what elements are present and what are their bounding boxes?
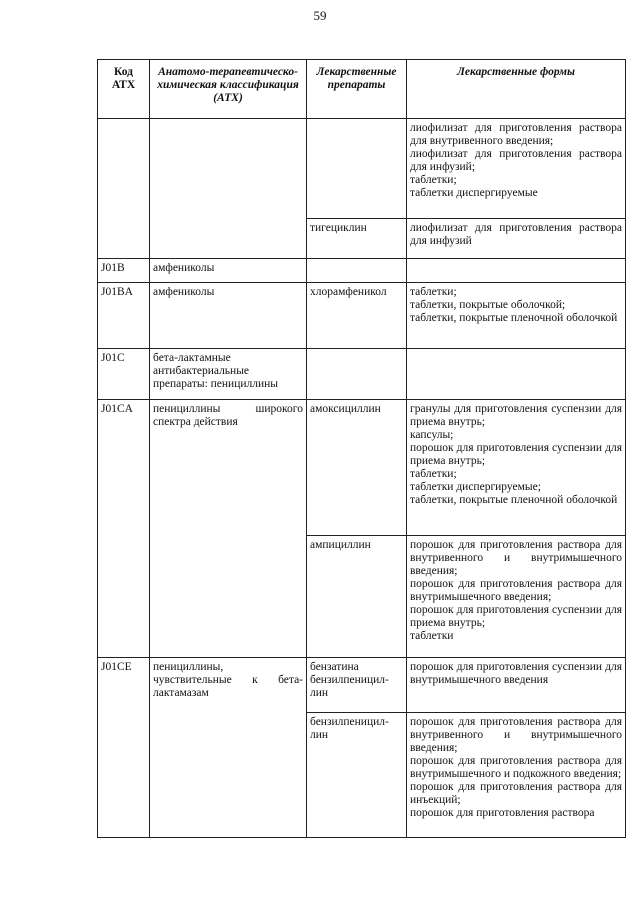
forms-cell xyxy=(407,283,626,349)
form-item: порошок для приготовления раствора для инъекций; xyxy=(410,781,622,806)
table-row xyxy=(98,119,626,219)
classification-cell: пенициллины, чувствительные к бета-лактамазам xyxy=(150,658,307,838)
forms-cell xyxy=(407,536,626,658)
classification-cell: амфениколы xyxy=(150,283,307,349)
form-item: порошок для приготовления суспензии для внутримышечного введения xyxy=(410,661,622,686)
form-item: порошок для приготовления раствора для внутривенного и внутримышечного введения; xyxy=(410,716,622,754)
form-item: порошок для приготовления суспензии для приема внутрь; xyxy=(410,442,622,467)
form-item: порошок для приготовления суспензии для приема внутрь; xyxy=(410,604,622,629)
code-cell: J01C xyxy=(98,349,150,400)
form-item: таблетки, покрытые пленочной оболочкой xyxy=(410,494,618,506)
form-item: капсулы; xyxy=(410,429,454,441)
form-item: порошок для приготовления раствора для внутримышечного введения; xyxy=(410,578,622,603)
code-cell: J01BA xyxy=(98,283,150,349)
drug-cell: ампициллин xyxy=(307,536,407,658)
forms-cell xyxy=(407,119,626,219)
drug-table xyxy=(97,59,626,838)
form-item: порошок для приготовления раствора xyxy=(410,807,595,819)
form-item: таблетки диспергируемые; xyxy=(410,481,541,493)
form-item: таблетки; xyxy=(410,286,457,298)
drug-cell xyxy=(307,349,407,400)
code-cell: J01B xyxy=(98,259,150,283)
code-cell xyxy=(98,119,150,259)
drug-cell: бензатина бензилпеницил-лин xyxy=(307,658,407,713)
drug-cell: амоксициллин xyxy=(307,400,407,536)
drug-cell: хлорамфеникол xyxy=(307,283,407,349)
table-row xyxy=(98,400,626,536)
header-forms: Лекарственные формы xyxy=(407,60,626,119)
forms-cell xyxy=(407,400,626,536)
drug-cell: бензилпеницил-лин xyxy=(307,713,407,838)
form-item: таблетки, покрытые пленочной оболочкой xyxy=(410,312,618,324)
code-cell: J01CA xyxy=(98,400,150,658)
form-item: лиофилизат для приготовления раствора для инфузий; xyxy=(410,148,622,173)
form-item: таблетки; xyxy=(410,174,457,186)
header-drugs: Лекарственные препараты xyxy=(307,60,407,119)
form-item: гранулы для приготовления суспензии для приема внутрь; xyxy=(410,403,622,428)
form-item: порошок для приготовления раствора для внутривенного и внутримышечного введения; xyxy=(410,539,622,577)
form-item: таблетки, покрытые оболочкой; xyxy=(410,299,566,311)
table-row xyxy=(98,658,626,713)
table-row xyxy=(98,283,626,349)
form-item: порошок для приготовления раствора для внутримышечного и подкожного введения; xyxy=(410,755,622,780)
drug-cell xyxy=(307,259,407,283)
classification-cell: амфениколы xyxy=(150,259,307,283)
form-item: таблетки; xyxy=(410,468,457,480)
drug-cell xyxy=(307,119,407,219)
classification-cell: бета-лактамные антибактериальные препараты: пенициллины xyxy=(150,349,307,400)
code-cell: J01CE xyxy=(98,658,150,838)
forms-cell xyxy=(407,219,626,259)
form-item: лиофилизат для приготовления раствора для внутривенного введения; xyxy=(410,122,622,147)
forms-cell xyxy=(407,658,626,713)
classification-cell xyxy=(150,119,307,259)
classification-cell: пенициллины широкого спектра действия xyxy=(150,400,307,658)
table-header-row xyxy=(98,60,626,119)
forms-cell xyxy=(407,349,626,400)
form-item: таблетки диспергируемые xyxy=(410,187,538,199)
table-row xyxy=(98,259,626,283)
header-classification: Анатомо-терапевтическо-химическая классификация (АТХ) xyxy=(150,60,307,119)
form-item: таблетки xyxy=(410,630,454,642)
form-item: лиофилизат для приготовления раствора для инфузий xyxy=(410,222,622,247)
header-code: Код АТХ xyxy=(98,60,150,119)
forms-cell xyxy=(407,259,626,283)
table-row xyxy=(98,349,626,400)
drug-cell: тигециклин xyxy=(307,219,407,259)
page-number: 59 xyxy=(313,8,327,23)
forms-cell xyxy=(407,713,626,838)
